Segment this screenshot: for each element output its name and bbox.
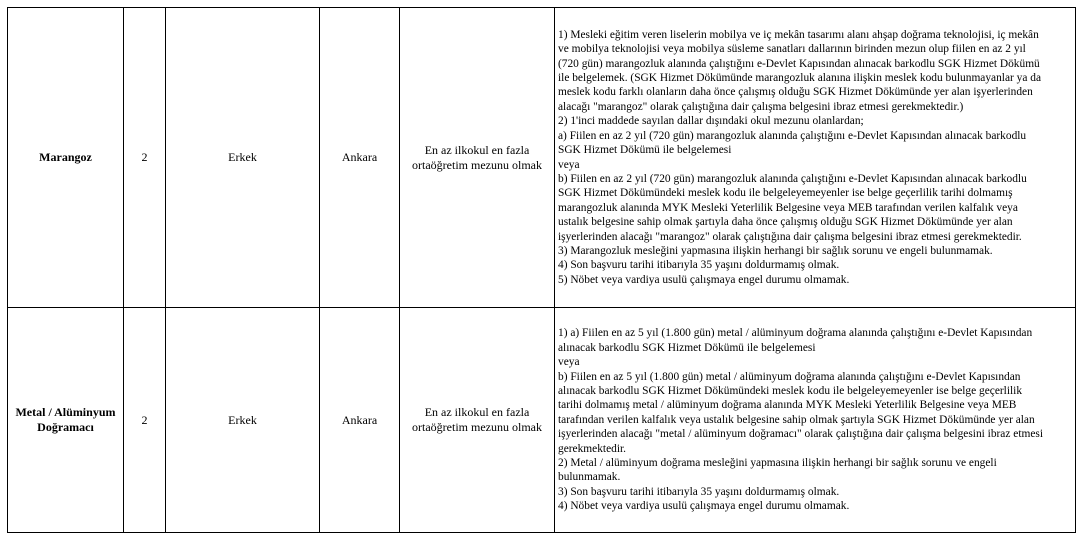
requirement-line: veya <box>558 356 580 369</box>
gender: Erkek <box>166 308 320 533</box>
requirements-cell <box>555 308 1076 533</box>
job-title: Marangoz <box>8 8 124 308</box>
requirement-line: b) Fiilen en az 5 yıl (1.800 gün) metal / alüminyum doğrama alanında çalıştığını e-Devlet Kapısından <box>558 370 1021 383</box>
requirement-line: 2) Metal / alüminyum doğrama mesleğini yapmasına ilişkin herhangi bir sağlık sorunu ve engeli <box>558 457 997 470</box>
requirement-line: meslek kodu farklı olanların daha önce çalışmış olduğu SGK Hizmet Dökümünde yer alan işyerlerinden <box>558 86 1033 99</box>
requirement-line: ve mobilya teknolojisi veya mobilya süsleme sanatları dallarının birinden mezun olup fiilen en az 2 yıl <box>558 43 1026 56</box>
requirement-line: gerekmektedir. <box>558 442 626 455</box>
table-row <box>8 308 1076 533</box>
requirement-line: 3) Son başvuru tarihi itibarıyla 35 yaşını doldurmamış olmak. <box>558 485 840 498</box>
requirement-line: bulunmamak. <box>558 471 621 484</box>
requirement-line: 3) Marangozluk mesleğini yapmasına ilişkin herhangi bir sağlık sorunu ve engeli bulunmamak. <box>558 244 993 257</box>
requirement-line: ustalık belgesine sahip olmak şartıyla daha önce çalışmış olduğu SGK Hizmet Dökümünde yer alan <box>558 216 1013 229</box>
requirements-cell <box>555 8 1076 308</box>
requirement-line: tarafından verilen kalfalık veya ustalık belgesine sahip olmak şartıyla SGK Hizmet Dökümünde yer alan <box>558 413 1035 426</box>
requirement-line: 2) 1'inci maddede sayılan dallar dışındaki okul mezunu olanlardan; <box>558 115 864 128</box>
city: Ankara <box>320 8 400 308</box>
table-row <box>8 8 1076 308</box>
requirement-line: işyerlerinden alacağı "metal / alüminyum doğramacı" olarak çalıştığına dair çalışma belgesini ibraz etmesi <box>558 428 1043 441</box>
education-requirement: En az ilkokul en fazla ortaöğretim mezunu olmak <box>400 308 555 533</box>
city: Ankara <box>320 308 400 533</box>
requirement-line: alacağı "marangoz" olarak çalıştığına dair çalışma belgesini ibraz etmesi gerekmektedir.) <box>558 100 964 113</box>
requirement-line: b) Fiilen en az 2 yıl (720 gün) marangozluk alanında çalıştığını e-Devlet Kapısından alınacak barkodlu <box>558 172 1027 185</box>
job-requirements-table <box>7 7 1076 533</box>
requirement-line: işyerlerinden alacağı "marangoz" olarak çalıştığına dair çalışma belgesini ibraz etmesi gerekmektedir. <box>558 230 1022 243</box>
job-title: Metal / Alüminyum Doğramacı <box>8 308 124 533</box>
requirement-line: 4) Nöbet veya vardiya usulü çalışmaya engel durumu olmamak. <box>558 500 850 513</box>
requirement-line: 5) Nöbet veya vardiya usulü çalışmaya engel durumu olmamak. <box>558 273 850 286</box>
requirement-line: alınacak barkodlu SGK Hizmet Dökümündeki meslek kodu ile belgeleyemeyenler ise belge geçerlilik <box>558 384 1023 397</box>
requirement-line: tarihi dolmamış metal / alüminyum doğrama alanında MYK Mesleki Yeterlilik Belgesine veya MEB <box>558 399 1017 412</box>
requirement-line: 1) a) Fiilen en az 5 yıl (1.800 gün) metal / alüminyum doğrama alanında çalıştığını e-Devlet Kapısından <box>558 327 1033 340</box>
gender: Erkek <box>166 8 320 308</box>
requirement-line: SGK Hizmet Dökümü ile belgelemesi <box>558 144 732 157</box>
requirement-line: 1) Mesleki eğitim veren liselerin mobilya ve iç mekân tasarımı alanı ahşap doğrama teknolojisi, iç mekân <box>558 28 1039 41</box>
requirement-line: SGK Hizmet Dökümündeki meslek kodu ile belgeleyemeyenler ise belge geçerlilik tarihi dolmamış <box>558 187 1013 200</box>
requirement-line: (720 gün) marangozluk alanında çalıştığını e-Devlet Kapısından alınacak barkodlu SGK Hizmet Dökümü <box>558 57 1040 70</box>
requirement-line: veya <box>558 158 580 171</box>
position-count: 2 <box>124 308 166 533</box>
requirement-line: a) Fiilen en az 2 yıl (720 gün) marangozluk alanında çalıştığını e-Devlet Kapısından alınacak barkodlu <box>558 129 1027 142</box>
requirement-line: alınacak barkodlu SGK Hizmet Dökümü ile belgelemesi <box>558 341 816 354</box>
requirement-line: marangozluk alanında MYK Mesleki Yeterlilik Belgesine veya MEB tarafından verilen kalfalık veya <box>558 201 1018 214</box>
requirement-line: ile belgelemek. (SGK Hizmet Dökümünde marangozluk alanına ilişkin meslek kodu bulunmayanlar ya da <box>558 72 1042 85</box>
position-count: 2 <box>124 8 166 308</box>
requirement-line: 4) Son başvuru tarihi itibarıyla 35 yaşını doldurmamış olmak. <box>558 259 840 272</box>
education-requirement: En az ilkokul en fazla ortaöğretim mezunu olmak <box>400 8 555 308</box>
